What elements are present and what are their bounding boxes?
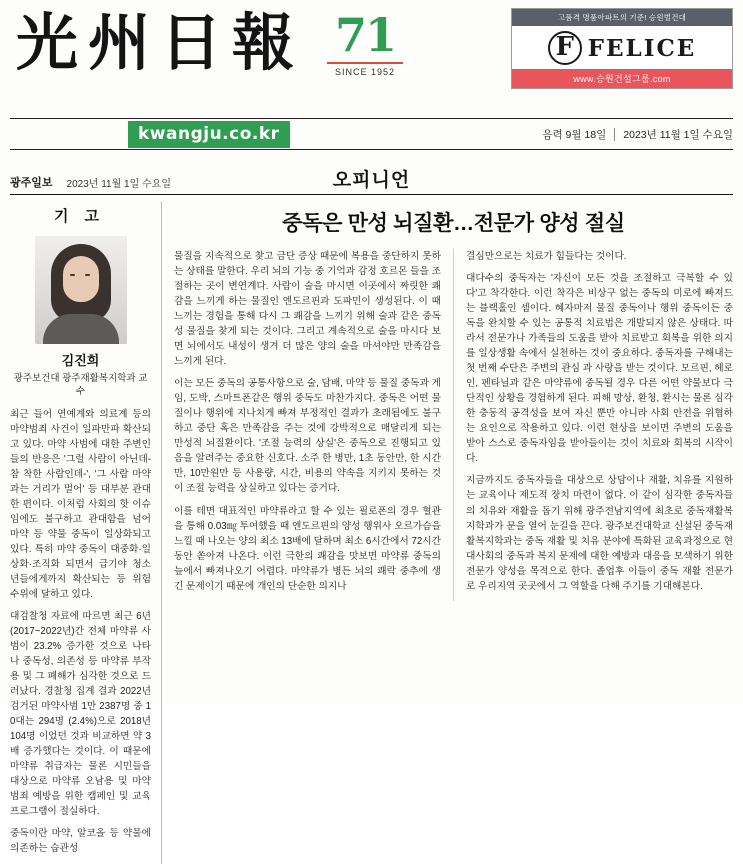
lunar-date: 음력 9월 18일: [542, 128, 607, 141]
article-headline: 중독은 만성 뇌질환…전문가 양성 절실: [282, 212, 625, 235]
paragraph: 대검찰청 자료에 따르면 최근 6년(2017~2022년)간 전체 마약류 사범이 23.2% 증가한 것으로 나타나 중독성, 의존성 등 마약류 부작용 및 그 폐해가 심각한 것으로 드러났다. 경찰청 집계 결과 2022년 검거된 마약사범 1만 2387명 중 10대는 294명 (2.4%)으로 2018년 104명 이었던 것과 비교하면 약 3배 증가했다는 것이다. 이 때문에 마약류 취급자는 물론 시민들을 대상으로 마약류 오남용 및 마약 범죄 예방을 위한 캠페인 및 교육 프로그램이 절실하다.: [10, 611, 151, 818]
text-column-1: [174, 249, 441, 601]
section-issue-date: 2023년 11월 1일 수요일: [66, 179, 171, 190]
author-column: [10, 201, 162, 864]
date-group: [542, 119, 733, 149]
masthead-left: [12, 6, 408, 78]
felice-logo-icon: F: [548, 31, 582, 65]
since-text: SINCE 1952: [335, 67, 396, 77]
author-title: 광주보건대 광주재활복지학과 교수: [13, 373, 148, 398]
anniversary-number: 71: [335, 8, 396, 62]
portrait-face: [63, 256, 99, 302]
article-kind-label: 기고: [54, 208, 115, 225]
article-text-columns: [174, 249, 733, 601]
ad-top-text: 고품격 명품아파트의 기준! 승원벌건대: [512, 9, 732, 26]
portrait-eye-right: [85, 274, 90, 276]
ad-website-url[interactable]: www.승원건설그룹.com: [512, 69, 732, 88]
paper-title-hanja: 光州日報: [16, 6, 305, 79]
site-url-badge[interactable]: kwangju.co.kr: [128, 121, 290, 148]
section-title: 오피니언: [332, 170, 411, 191]
anniversary-divider: [327, 62, 403, 64]
paragraph: 물질을 지속적으로 찾고 금단 증상 때문에 복용을 중단하지 못하는 상태를 말한다. 우리 뇌의 기능 중 기억과 감정 호르몬 들을 조절하는 곳이 변연계다. 사람이 술을 마시면 이곳에서 짜릿한 쾌감을 느끼게 하는 물질인 엔도르핀과 도파민이 생성된다. 이 때 느끼는 경험을 통해 다시 그 쾌감을 느끼기 위해 술과 같은 중독성 물질을 찾게 되는 것이다. 그리고 계속적으로 술을 마시다 보면 뇌에서도 내성이 생겨 더 많은 양의 술을 마셔야만 만족감을 느끼게 된다.: [174, 251, 441, 368]
paragraph: 최근 들어 연예계와 의료계 등의 마약범죄 사건이 일파만파 확산되고 있다. 마약 사범에 대한 주변인들의 반응은 '그럴 사람이 아닌데- 참 착한 사람인데-', '그 사람 마약과는 거리가 멀어' 등 대부분 관대한 편이다. 이처럼 사회의 핫 이슈임에도 불구하고 관대함을 넘어 마약 등 약물 중독이 일상화되고 있다. 특히 마약 중독이 대중화·일상화·조직화 되면서 급기야 청소년들에게까지 확산되는 등 위험 수위에 달하고 있다.: [10, 408, 151, 600]
masthead: [0, 0, 743, 118]
advertisement-banner[interactable]: [511, 8, 733, 89]
column-divider: [453, 249, 454, 601]
text-column-2: [466, 249, 733, 601]
paragraph: 중독이란 마약, 알코올 등 약물에 의존하는 습관성: [10, 828, 151, 855]
anniversary-badge: [322, 8, 408, 77]
paragraph: 이를 테면 대표적인 마약류라고 할 수 있는 필로폰의 경우 혈관을 통해 0.03㎎ 투여했을 때 엔도르핀의 양성 행위사 오르가슴을 느낄 때 나오는 양의 최소 13배에 달하며 최소 6시간에서 72시간 동안 쏟아져 나온다. 이런 극한의 쾌감을 맛보면 마약류 중독의 늪에서 빠져나오기 어렵다. 마약류가 병든 뇌의 쾌락 중추에 생긴 문제이기 때문에 개인의 단순한 의지나: [174, 505, 441, 592]
author-name: 김진희: [61, 353, 100, 368]
left-body-text: [10, 407, 151, 857]
author-portrait: [35, 236, 127, 344]
portrait-eye-left: [70, 274, 75, 276]
paragraph: 결심만으로는 치료가 힘들다는 것이다.: [466, 251, 627, 262]
url-date-row: [10, 118, 733, 150]
section-bar: [10, 168, 733, 195]
solar-date: 2023년 11월 1일 수요일: [623, 128, 733, 141]
ad-logo-text: FELICE: [587, 34, 697, 62]
main-column: [162, 201, 733, 864]
paragraph: 대다수의 중독자는 '자신이 모든 것을 조절하고 극복할 수 있다'고 착각한다. 이런 착각은 비상구 없는 중독의 미로에 빠져드는 블랙홀인 셈이다. 혜자마저 물질 중독이나 행위 중독이든 중독을 완치할 수 있는 공통적 치료법은 개발되지 않은 상태다. 따라서 전문가나 가족들의 도움을 받아 치료받고 회복을 위한 의지를 일상생활 속에서 실천하는 것이 중요하다. 중독자를 구해내는 첫 번째 수단은 주변의 관심 과 사랑을 받는 것이다. 모르핀, 헤로인, 펜타닐과 같은 마약류에 중독될 경우 다른 어떤 약물보다 극단적인 상황을 경험하게 된다. 피해 망상, 환청, 환시는 물론 심각한 충동적 공격성을 보여 자신 뿐만 아니라 사회 안전을 위협하는 요인으로 작용하고 있다. 이런 현상을 보이면 주변의 도움을 받아 스스로 중독자임을 받아들이는 것이 치료와 회복의 시작이다.: [466, 273, 733, 465]
paragraph: 지금까지도 중독자들을 대상으로 상담이나 재활, 치유를 지원하는 교육이나 제도적 장치 마련이 없다. 이 같이 심각한 중독자들의 치유와 재활을 돕기 위해 광주전남지역에 최초로 중독재활복지학과가 문을 열어 눈길을 끈다. 광주보건대학교 신설된 중독재활복지학과는 중독 재활 및 치유 분야에 특화된 교육과정으로 현대사회의 중독과 복지 문제에 대한 예방과 대응을 모색하기 위한 전문가 양성을 목적으로 한다. 졸업후 이들이 중독 재활 전문가로 우리지역 곳곳에서 그 역할을 다해 주기를 기대해본다.: [466, 475, 733, 592]
portrait-body: [43, 314, 119, 344]
article-content: [10, 201, 733, 864]
ad-logo-row: [512, 26, 732, 69]
section-paper-name: 광주일보: [10, 177, 53, 189]
paragraph: 이는 모든 중독의 공통사항으로 술, 담배, 마약 등 물질 중독과 게임, 도박, 스마트폰같은 행위 중독도 마찬가지다. 중독은 어떤 물질이나 행위에 지나치게 빠져 부정적인 결과가 초래됨에도 불구하고 중단 혹은 만족감을 주는 것에 강박적으로 매달리게 되는 만성적 뇌질환이다. '조절 능력의 상실'은 중독으로 진행되고 있음을 알려주는 중요한 신호다. 소주 한 병만, 1초 동안만, 한 시간만, 10만원만 등 사용량, 시간, 비용의 약속을 지키지 못하는 것이 조절 능력을 상실하고 있다는 증거다.: [174, 378, 441, 495]
